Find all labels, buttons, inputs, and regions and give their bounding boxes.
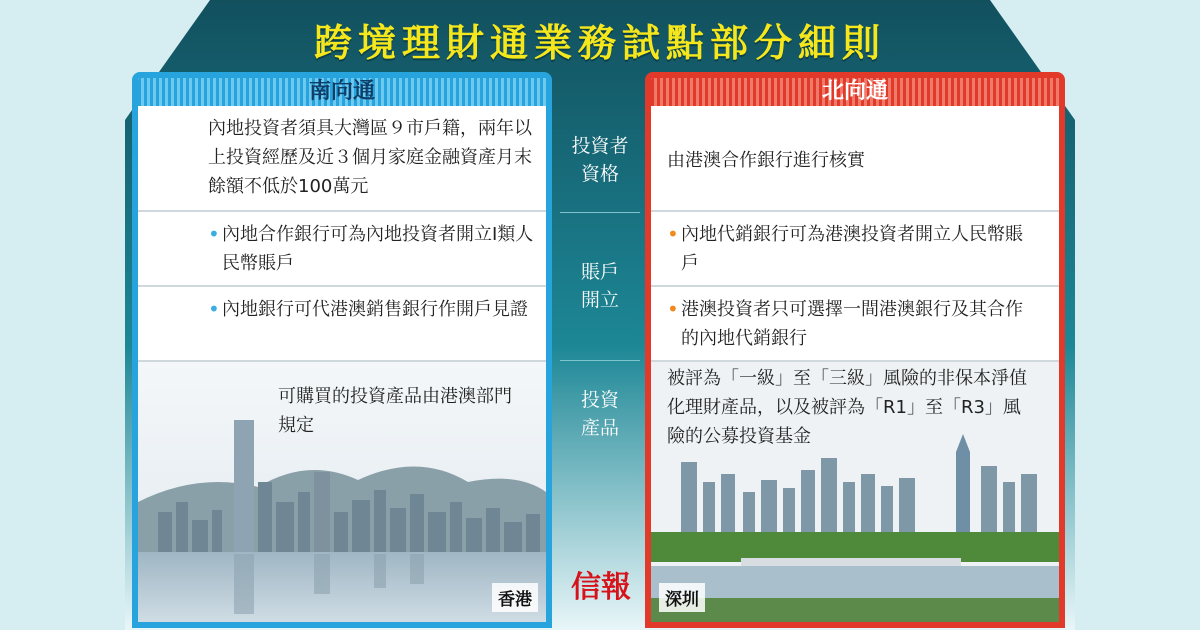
- north-account-item-1: 內地代銷銀行可為港澳投資者開立人民幣賬戶: [681, 224, 1023, 274]
- city-label-shenzhen: 深圳: [659, 583, 705, 612]
- category-account-opening: [560, 258, 640, 314]
- category-investor-qualification: [560, 132, 640, 188]
- southbound-panel: [132, 72, 552, 628]
- north-account-row-2: [651, 287, 1059, 362]
- page-title: 跨境理財通業務試點部分細則: [313, 21, 886, 65]
- south-qualification-row: [138, 106, 546, 212]
- divider: [560, 360, 640, 361]
- category-qualification-label: 投資者資格: [571, 135, 629, 185]
- north-account-row-1: [651, 212, 1059, 287]
- category-products-label: 投資產品: [580, 389, 619, 439]
- southbound-header: [138, 78, 546, 106]
- north-account-item-2: 港澳投資者只可選擇一間港澳銀行及其合作的內地代銷銀行: [681, 299, 1023, 349]
- bullet-icon: •: [667, 222, 679, 246]
- hkej-logo: 信報: [571, 570, 631, 605]
- north-products-text: 被評為「一級」至「三級」風險的非保本淨值化理財產品，以及被評為「R1」至「R3」風險的公募投資基金: [667, 368, 1027, 447]
- category-account-label: 賬戶開立: [580, 261, 619, 311]
- south-account-row-1: [138, 212, 546, 287]
- northbound-header: [651, 78, 1059, 106]
- south-qualification-text: 內地投資者須具大灣區９市戶籍，兩年以上投資經歷及近３個月家庭金融資產月末餘額不低於100萬元: [208, 118, 532, 197]
- southbound-heading: 南向通: [308, 79, 375, 104]
- northbound-panel: [645, 72, 1065, 628]
- city-label-hong-kong: 香港: [492, 583, 538, 612]
- south-account-item-1: 內地合作銀行可為內地投資者開立I類人民幣賬戶: [222, 224, 534, 274]
- shenzhen-photo: [651, 362, 1059, 622]
- south-account-row-2: [138, 287, 546, 362]
- divider: [560, 212, 640, 213]
- north-qualification-row: [651, 106, 1059, 212]
- south-account-item-2: 內地銀行可代港澳銷售銀行作開戶見證: [222, 299, 528, 320]
- bullet-icon: •: [208, 222, 220, 246]
- northbound-heading: 北向通: [821, 79, 888, 104]
- bullet-icon: •: [208, 297, 220, 321]
- bullet-icon: •: [667, 297, 679, 321]
- north-qualification-text: 由港澳合作銀行進行核實: [667, 150, 865, 171]
- south-products-text: 可購買的投資產品由港澳部門規定: [278, 386, 512, 436]
- category-products: [560, 386, 640, 442]
- hong-kong-photo: [138, 362, 546, 622]
